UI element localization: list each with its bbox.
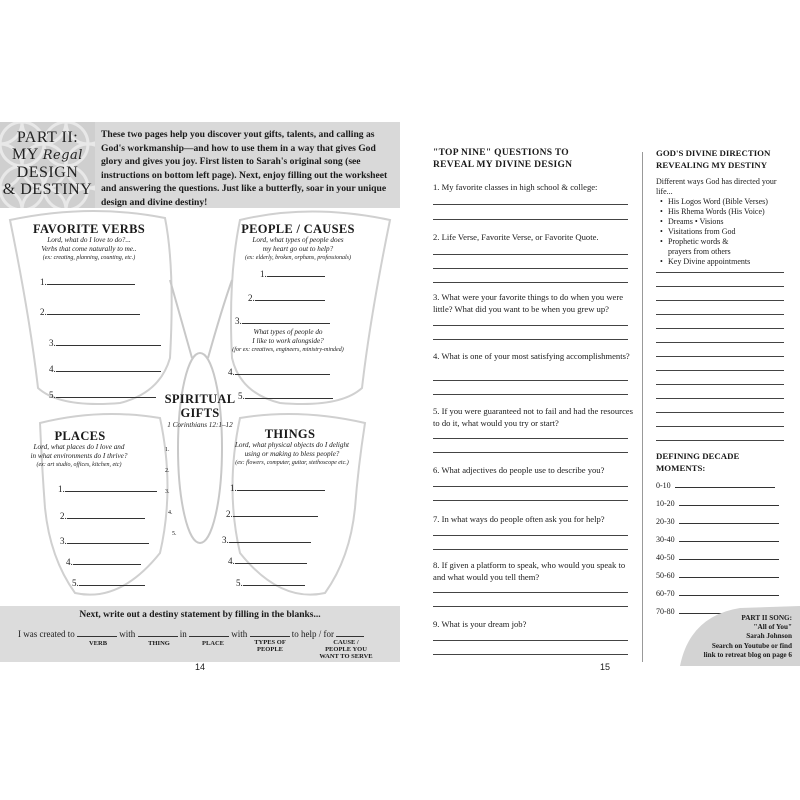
answer-line[interactable] xyxy=(433,282,628,283)
label-cause-2: PEOPLE YOU xyxy=(325,646,367,653)
answer-line[interactable] xyxy=(433,394,628,395)
verbs-sub1: Lord, what do I love to do?... xyxy=(47,236,131,244)
places-sub2: in what environments do I thrive? xyxy=(30,452,128,460)
people-line-1[interactable]: 1. xyxy=(260,268,325,279)
intro-text: These two pages help you discover yout gifts, talents, and calling as God's workmanship—and how to use them in a way that gives God glory and gives you joy. First listen to Sarah's original song (see instructions on bottom left page). Next, enjoy filling out the worksheet and answering the questions. Just like a butterfly, soar in your unique design and divine destiny! xyxy=(101,129,388,208)
question-7: 7. In what ways do people often ask you for help? xyxy=(433,514,605,524)
verb-line-4[interactable]: 4. xyxy=(49,363,161,374)
people-mid1: What types of people do xyxy=(253,328,323,336)
things-sub2: using or making to bless people? xyxy=(244,450,340,458)
design-word: DESIGN xyxy=(16,164,79,181)
divine-direction-title-1: GOD'S DIVINE DIRECTION xyxy=(656,148,771,158)
thing-blank[interactable] xyxy=(138,628,178,637)
questions-title-2: REVEAL MY DIVINE DESIGN xyxy=(433,159,573,170)
people-line-3[interactable]: 3. xyxy=(235,315,330,326)
column-divider xyxy=(642,152,643,662)
divine-direction-intro: Different ways God has directed your life... xyxy=(656,177,777,196)
left-page xyxy=(0,122,400,682)
people-line-5[interactable]: 5. xyxy=(238,390,333,401)
answer-line[interactable] xyxy=(656,370,784,371)
label-types xyxy=(252,639,288,653)
divine-direction-list xyxy=(656,197,786,267)
answer-line[interactable] xyxy=(433,452,628,453)
part-title xyxy=(0,129,95,198)
gift-line-4[interactable]: 4. xyxy=(168,510,173,516)
label-cause xyxy=(318,639,374,660)
verb-line-5[interactable]: 5. xyxy=(49,389,156,400)
decade-row[interactable]: 0-10 xyxy=(656,479,775,490)
things-sub1: Lord, what physical objects do I delight xyxy=(234,441,350,449)
answer-line[interactable] xyxy=(656,440,784,441)
song-line-1: PART II SONG: xyxy=(741,614,792,622)
gift-line-2[interactable]: 2. xyxy=(165,468,170,474)
thing-line-4[interactable]: 4. xyxy=(228,555,307,566)
my-word: MY xyxy=(12,146,39,163)
people-blank[interactable] xyxy=(250,628,290,637)
answer-line[interactable] xyxy=(433,204,628,205)
song-line-2: "All of You" xyxy=(753,623,792,632)
regal-word: Regal xyxy=(42,148,83,163)
decade-row[interactable]: 40-50 xyxy=(656,551,779,562)
label-types-1: TYPES OF xyxy=(254,639,286,646)
place-line-5[interactable]: 5. xyxy=(72,577,145,588)
people-sub2: my heart go out to help? xyxy=(262,245,334,253)
answer-line[interactable] xyxy=(433,640,628,641)
thing-line-5[interactable]: 5. xyxy=(236,577,305,588)
decade-row[interactable]: 10-20 xyxy=(656,497,779,508)
place-line-4[interactable]: 4. xyxy=(66,556,141,567)
answer-line[interactable] xyxy=(656,286,784,287)
question-4: 4. What is one of your most satisfying accomplishments? xyxy=(433,351,630,361)
answer-line[interactable] xyxy=(656,398,784,399)
decade-row[interactable]: 70-80 xyxy=(656,605,779,616)
place-line-2[interactable]: 2. xyxy=(60,510,145,521)
question-3: 3. What were your favorite things to do when you were little? What did you want to be when you grew up? xyxy=(433,292,624,314)
verbs-sub3: (ex: creating, planning, counting, etc.) xyxy=(42,255,136,261)
answer-line[interactable] xyxy=(433,254,628,255)
answer-line[interactable] xyxy=(656,314,784,315)
my-regal xyxy=(0,146,95,164)
verb-line-2[interactable]: 2. xyxy=(40,306,140,317)
answer-line[interactable] xyxy=(433,535,628,536)
decade-row[interactable]: 30-40 xyxy=(656,533,779,544)
question-2: 2. Life Verse, Favorite Verse, or Favorite Quote. xyxy=(433,232,599,242)
place-blank[interactable] xyxy=(189,628,229,637)
divine-direction-title-2: REVEALING MY DESTINY xyxy=(656,159,768,170)
people-line-4[interactable]: 4. xyxy=(228,366,330,377)
answer-line[interactable] xyxy=(433,339,628,340)
decade-moments-title-2: MOMENTS: xyxy=(656,462,706,473)
verbs-title: FAVORITE VERBS xyxy=(33,222,145,236)
gift-line-1[interactable]: 1. xyxy=(165,447,170,453)
place-line-3[interactable]: 3. xyxy=(60,535,149,546)
right-page xyxy=(400,122,800,682)
gifts-title1: SPIRITUAL xyxy=(164,392,236,406)
song-info xyxy=(690,614,792,660)
verb-line-3[interactable]: 3. xyxy=(49,337,161,348)
place-line-1[interactable]: 1. xyxy=(58,483,157,494)
statement-part-2: with xyxy=(119,629,136,639)
answer-line[interactable] xyxy=(433,654,628,655)
list-item: • His Logos Word (Bible Verses) xyxy=(656,197,786,207)
header-band xyxy=(0,122,400,208)
question-9: 9. What is your dream job? xyxy=(433,619,527,629)
page-number-left: 14 xyxy=(194,662,205,672)
places-sub3: (ex: art studio, offices, kitchen, etc) xyxy=(36,462,122,468)
song-line-3: Sarah Johnson xyxy=(746,632,792,641)
statement-part-5: to help / for xyxy=(291,629,335,639)
thing-line-1[interactable]: 1. xyxy=(230,482,325,493)
song-line-4: Search on Youtube or find xyxy=(711,641,792,650)
list-item: • His Rhema Words (His Voice) xyxy=(656,207,786,217)
things-sub3: (ex: flowers, computer, guitar, stethoscope etc.) xyxy=(235,460,349,466)
destiny-word: & DESTINY xyxy=(2,181,93,198)
answer-line[interactable] xyxy=(656,342,784,343)
things-title: THINGS xyxy=(264,427,316,441)
gifts-title xyxy=(150,392,250,420)
answer-line[interactable] xyxy=(433,606,628,607)
decade-row[interactable]: 60-70 xyxy=(656,587,779,598)
places-title: PLACES xyxy=(54,429,106,443)
answer-line[interactable] xyxy=(433,219,628,220)
answer-line[interactable] xyxy=(433,380,628,381)
label-place: PLACE xyxy=(201,640,225,647)
statement-part-4: with xyxy=(231,629,248,639)
verbs-sub2: Verbs that come naturally to me.. xyxy=(41,245,137,253)
verb-blank[interactable] xyxy=(77,628,117,637)
divine-direction-title xyxy=(656,148,770,171)
gift-line-3[interactable]: 3. xyxy=(165,489,170,495)
answer-line[interactable] xyxy=(656,300,784,301)
question-6: 6. What adjectives do people use to describe you? xyxy=(433,465,605,475)
people-title: PEOPLE / CAUSES xyxy=(241,222,355,236)
destiny-statement xyxy=(18,628,364,639)
list-item-continued: prayers from others xyxy=(668,247,731,256)
question-5: 5. If you were guaranteed not to fail and had the resources to do it, what would you try or start? xyxy=(433,406,633,428)
gift-line-5[interactable]: 5. xyxy=(172,531,177,537)
list-item: • Dreams • Visions xyxy=(656,217,786,227)
statement-intro: Next, write out a destiny statement by filling in the blanks... xyxy=(79,610,321,620)
people-sub1: Lord, what types of people does xyxy=(252,236,344,244)
label-types-2: PEOPLE xyxy=(256,646,283,653)
answer-line[interactable] xyxy=(656,328,784,329)
things-subtitle xyxy=(222,441,362,468)
answer-line[interactable] xyxy=(433,500,628,501)
decade-row[interactable]: 50-60 xyxy=(656,569,779,580)
answer-line[interactable] xyxy=(433,549,628,550)
people-mid-subtitle xyxy=(218,328,358,355)
cause-blank[interactable] xyxy=(336,628,364,637)
decade-moments-title xyxy=(656,451,739,474)
part-label: PART II: xyxy=(16,129,79,146)
answer-line[interactable] xyxy=(433,325,628,326)
label-cause-1: CAUSE / xyxy=(333,639,359,646)
page-number-right: 15 xyxy=(600,662,611,672)
answer-line[interactable] xyxy=(656,426,784,427)
decade-moments-title-1: DEFINING DECADE xyxy=(656,451,740,461)
answer-line[interactable] xyxy=(433,486,628,487)
verbs-subtitle xyxy=(14,236,164,263)
verb-line-1[interactable]: 1. xyxy=(40,276,135,287)
label-thing: THING xyxy=(148,640,170,647)
question-1: 1. My favorite classes in high school & college: xyxy=(433,182,598,192)
questions-title xyxy=(433,148,572,171)
statement-band xyxy=(0,606,400,662)
answer-line[interactable] xyxy=(433,438,628,439)
label-cause-3: WANT TO SERVE xyxy=(319,653,373,660)
song-line-5: link to retreat blog on page 6 xyxy=(703,650,792,659)
statement-part-1: I was created to xyxy=(18,629,75,639)
people-subtitle xyxy=(228,236,368,263)
answer-line[interactable] xyxy=(656,412,784,413)
answer-line[interactable] xyxy=(433,592,628,593)
places-sub1: Lord, what places do I love and xyxy=(33,443,125,451)
list-item: • Visitations from God xyxy=(656,227,786,237)
thing-line-2[interactable]: 2. xyxy=(226,508,318,519)
people-line-2[interactable]: 2. xyxy=(248,292,325,303)
answer-line[interactable] xyxy=(656,356,784,357)
decade-row[interactable]: 20-30 xyxy=(656,515,779,526)
label-verb: VERB xyxy=(88,640,108,647)
list-item: • Key Divine appointments xyxy=(656,257,786,267)
answer-line[interactable] xyxy=(656,272,784,273)
list-item: • Prophetic words & xyxy=(656,237,786,247)
people-sub3: (ex: elderly, broken, orphans, professionals) xyxy=(244,255,352,261)
statement-part-3: in xyxy=(179,629,187,639)
questions-title-1: "TOP NINE" QUESTIONS TO xyxy=(433,148,569,158)
places-subtitle xyxy=(14,443,144,470)
question-8: 8. If given a platform to speak, who would you speak to and what would you tell them? xyxy=(433,560,626,582)
people-mid2: I like to work alongside? xyxy=(252,337,324,345)
gifts-title2: GIFTS xyxy=(180,406,220,420)
answer-line[interactable] xyxy=(656,384,784,385)
gifts-reference: 1 Corinthians 12:1–12 xyxy=(167,421,233,429)
answer-line[interactable] xyxy=(433,268,628,269)
thing-line-3[interactable]: 3. xyxy=(222,534,311,545)
people-mid3: (for ex: creatives, engineers, ministry-minded) xyxy=(232,347,344,353)
